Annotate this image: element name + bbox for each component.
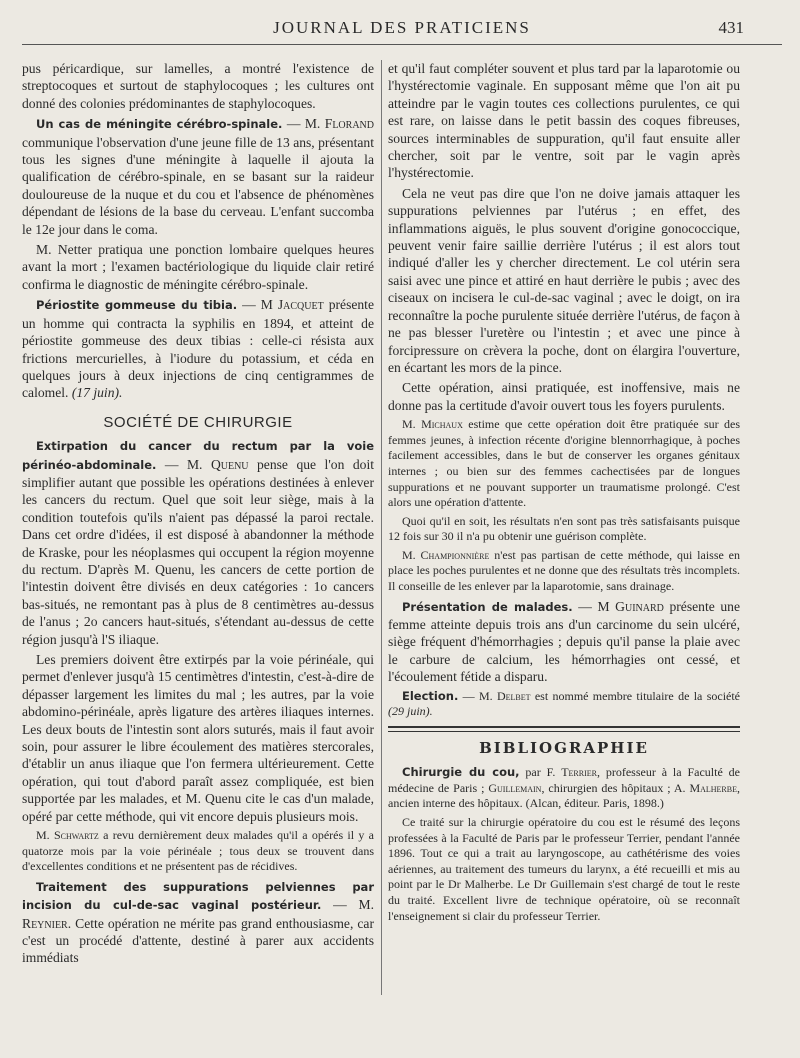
item-heading: Un cas de méningite cérébro-spinale. (36, 117, 283, 132)
page-header (22, 18, 782, 45)
left-column (22, 60, 374, 970)
paragraph: Extirpation du cancer du rectum par la voie périnéo-abdominale. — M. Quenu pense que l'on doit simplifier autant que possible les opérations destinées à enlever les cancers du rectum. Quel que soit leur siège, mais à la condition toutefois qu'ils n'aient pas dépassé la paroi rectale. Dans cet ordre d'idées, il est disposé à abandonner la méthode de Kraske, pour les néoplasmes qui occupent la région moyenne du rectum. D'après M. Quenu, les cancers de cette portion de l'intestin doivent être divisés en deux catégories : 1o cancers bas-situés, ne remontant pas à plus de 8 centimètres au-dessus de l'anus ; 2o cancers haut-situés, s'étendant au-dessus de cette région jusqu'à l'S iliaque. (22, 439, 374, 647)
item-heading: Traitement des suppurations pelviennes par incision du cul-de-sac vaginal postérieur. (22, 879, 374, 913)
author-name: Malherbe (689, 780, 737, 795)
paragraph: M. Championnière n'est pas partisan de cette méthode, qui laisse en place les poches purulentes et ne donne que des résultats très incomplets. Il conseille de les enlever par la laparotomie, sans drainage. (388, 547, 741, 594)
page-number: 431 (718, 18, 744, 37)
author-name: M. Schwartz (36, 828, 99, 843)
author-name: Delbet (496, 688, 531, 703)
paragraph: Les premiers doivent être extirpés par la voie périnéale, qui permet d'enlever jusqu'à 15 centimètres d'intestin, c'est-à-dire de dépasser largement les limites du mal ; les autres, par la voie abdomino-périnéale, après ligature des artères iliaques internes. Les deux bouts de l'intestin sont alors suturés, mais il faut avoir soin, pour assurer le libre écoulement des matières stercorales, d'établir un anus iliaque que l'on fermera ultérieurement. Cette opération, qui tout d'abord paraît assez compliquée, est bien supportée par les malades, et M. Quenu cite le cas d'un malade, opéré par cette méthode, qui vit encore depuis plusieurs mois. (22, 652, 374, 824)
column-divider (381, 60, 382, 995)
date: (29 juin). (388, 704, 433, 719)
section-rule (388, 726, 740, 732)
paragraph: Cela ne veut pas dire que l'on ne doive jamais attaquer les suppurations pelviennes par l'utérus ; en effet, des inflammations aiguës, le plus souvent d'origine gonococcique, peuvent venir faire saillie derrière l'utérus ; il est alors tout indiqué d'aller les y chercher directement. Le col utérin sera saisi avec une pince et attiré en haut derrière le pubis ; avec des ciseaux on incisera le cul-de-sac vaginal ; avec le doigt, on ira reconnaître la poche purulente située derrière l'utérus, de façon à ne pas blesser l'uretère ou l'intestin ; et avec une pince à forcipressure on crèvera la poche, dont on élargira l'ouverture, en écartant les mors de la pince. (388, 185, 740, 375)
author-name: Terrier (561, 765, 597, 780)
paragraph: Quoi qu'il en soit, les résultats n'en sont pas très satisfaisants puisque 12 fois sur 30 il n'a pu obtenir une guérison complète. (388, 513, 740, 544)
author-name: Florand (324, 116, 374, 132)
paragraph: Ce traité sur la chirurgie opératoire du cou est le résumé des leçons professées à la Faculté de Paris par le professeur Terrier, pendant l'année 1896. Tout ce qui a trait au laryngoscope, au cathétérisme des voies aériennes, au traitement des tumeurs du larynx, a été recueilli et mis au point par le Dr Malherbe. Le Dr Guillemain s'est chargé de tout le reste du traité. Excellent livre de technique opératoire, où se reconnaît l'enseignement si clair du professeur Terrier. (388, 815, 740, 923)
date: (17 juin). (71, 385, 123, 401)
author-name: Guinard (615, 598, 664, 614)
paragraph: Périostite gommeuse du tibia. — M Jacquet présente un homme qui contracta la syphilis en 1894, et atteint de périostite gommeuse des deux tibias : celle-ci résista aux frictions mercurielles, à l'iodure du potassium, et céda en quelques jours à deux injections de cinq centigrammes de calomel. (17 juin). (22, 297, 374, 401)
item-heading: Election. (402, 688, 459, 703)
paragraph: Traitement des suppurations pelviennes par incision du cul-de-sac vaginal postérieur. — M. Reynier. Cette opération ne mérite pas grand enthousiasme, car c'est un procédé d'attente, destiné à parer aux accidents immédiats (22, 879, 374, 966)
running-title: JOURNAL DES PRATICIENS (273, 18, 531, 37)
author-name: Quenu (210, 456, 249, 472)
author-name: Guillemain (488, 780, 542, 795)
paragraph: Présentation de malades. — M Guinard présente une femme atteinte depuis trois ans d'un carcinome du sein ulcéré, siège fréquent d'hémorrhagies ; depuis qu'il panse la plaie avec le carbure de calcium, les hémorrhagies ont cessé, et l'écoulement fétide a disparu. (388, 598, 740, 685)
author-name: M. Michaux (402, 417, 463, 432)
author-name: Reynier (22, 915, 68, 931)
bibliography-title: BIBLIOGRAPHIE (479, 738, 649, 757)
paragraph: M. Michaux estime que cette opération doit être pratiquée sur des femmes jeunes, à infection récente d'origine blennorrhagique, à poches facilement accessibles, dans le but de conserver les organes génitaux internes ; ou bien sur des femmes cachectisées par de longues suppurations et ne pouvant supporter un traumatisme prolongé. C'est alors une opération d'attente. (388, 417, 740, 510)
item-heading: Périostite gommeuse du tibia. (36, 298, 238, 313)
paragraph: pus péricardique, sur lamelles, a montré l'existence de streptocoques et surtout de staphylocoques ; les cultures ont donné des colonies prédominantes de staphylocoques. (22, 61, 374, 111)
paragraph: Cette opération, ainsi pratiquée, est inoffensive, mais ne donne pas la certitude d'avoir ouvert tous les foyers purulents. (388, 380, 740, 413)
paragraph: et qu'il faut compléter souvent et plus tard par la laparotomie ou l'hystérectomie vaginale. En supposant même que l'on ait pu atteindre par le vagin toutes ces collections purulentes, ce qui est rare, on laisse dans le petit bassin des coques fibreuses, sources interminables de suppuration, qu'il faut ensuite aller chercher, soit par le ventre, soit par le vagin après l'hystérectomie. (388, 61, 740, 181)
item-heading: Extirpation du cancer du rectum par la voie périnéo-abdominale. (22, 439, 374, 472)
author-name: M. Championnière (402, 547, 490, 562)
bibliography-entry: Chirurgie du cou, par F. Terrier, professeur à la Faculté de médecine de Paris ; Guillemain, chirurgien des hôpitaux ; A. Malherbe, ancien interne des hôpitaux. (Alcan, éditeur. Paris, 1898.) (388, 765, 740, 811)
item-heading: Présentation de malades. (402, 599, 573, 614)
paragraph: M. Netter pratiqua une ponction lombaire quelques heures avant la mort ; l'examen bactériologique du liquide clair retiré confirma le diagnostic de méningite cérébro-spinale. (22, 242, 374, 292)
author-name: Jacquet (277, 297, 324, 313)
paragraph: Election. — M. Delbet est nommé membre titulaire de la société (29 juin). (388, 688, 741, 719)
paragraph: M. Schwartz a revu dernièrement deux malades qu'il a opérés il y a quatorze mois par la voie périnéale ; tous deux se trouvent dans d'excellentes conditions et ne présentent pas de récidives. (22, 828, 374, 874)
section-title: SOCIÉTÉ DE CHIRURGIE (103, 413, 293, 431)
right-column (388, 60, 740, 927)
item-heading: Chirurgie du cou, (402, 765, 520, 780)
paragraph: Un cas de méningite cérébro-spinale. — M. Florand communique l'observation d'une jeune fille de 13 ans, présentant tous les signes d'une méningite à laquelle il ajouta la qualification de cérébro-spinale, en se basant sur la raideur douloureuse de la nuque et du cou et l'absence de phénomènes dépendant de lésions de la base du cerveau. L'enfant succomba le 12e jour dans le coma. (22, 116, 374, 237)
